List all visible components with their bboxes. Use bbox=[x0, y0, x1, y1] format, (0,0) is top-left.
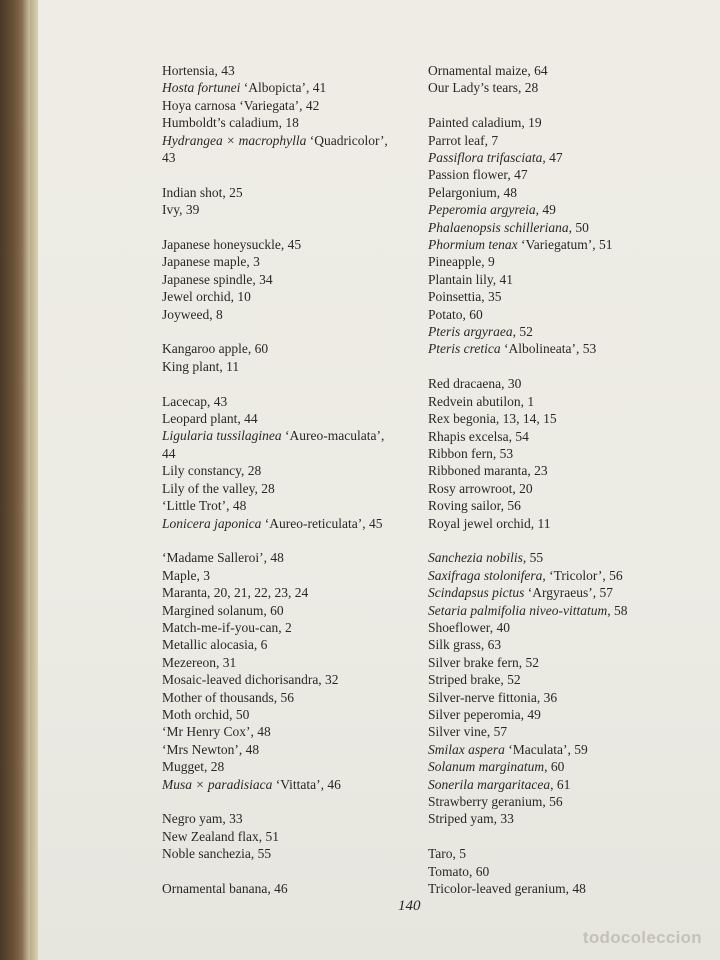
entry-latin-name: Sanchezia nobilis bbox=[428, 550, 523, 566]
entry-text: ‘Little Trot’, 48 bbox=[162, 498, 247, 514]
index-entry bbox=[428, 62, 708, 79]
index-entry bbox=[428, 236, 708, 253]
entry-text: Ribbon fern, 53 bbox=[428, 445, 514, 461]
watermark: todocoleccion bbox=[582, 928, 702, 947]
index-entry bbox=[428, 219, 708, 236]
index-entry bbox=[162, 828, 432, 845]
entry-text: King plant, 11 bbox=[162, 358, 240, 374]
index-entry bbox=[428, 567, 708, 584]
entry-text: , 61 bbox=[550, 776, 571, 792]
index-entry bbox=[428, 689, 708, 706]
entry-latin-name: Smilax aspera bbox=[428, 741, 505, 757]
index-column-right bbox=[428, 62, 708, 897]
entry-text: Royal jewel orchid, 11 bbox=[428, 515, 551, 531]
index-entry bbox=[428, 428, 708, 445]
entry-text: Mosaic-leaved dichorisandra, 32 bbox=[162, 672, 339, 688]
entry-text: 43 bbox=[162, 150, 176, 166]
entry-text: Painted caladium, 19 bbox=[428, 115, 542, 131]
index-entry bbox=[428, 445, 708, 462]
index-entry bbox=[428, 306, 708, 323]
index-entry bbox=[428, 166, 708, 183]
entry-text: ‘Albopicta’, 41 bbox=[240, 80, 327, 96]
entry-latin-name: Phalaenopsis schilleriana bbox=[428, 219, 569, 235]
entry-text: Red dracaena, 30 bbox=[428, 376, 522, 392]
entry-text: ‘Madame Salleroi’, 48 bbox=[162, 550, 284, 566]
index-entry bbox=[162, 810, 432, 827]
entry-text: Tricolor-leaved geranium, 48 bbox=[428, 881, 586, 897]
entry-text: Maranta, 20, 21, 22, 23, 24 bbox=[162, 585, 309, 601]
entry-text: Ornamental banana, 46 bbox=[162, 880, 288, 896]
entry-text: Silver-nerve fittonia, 36 bbox=[428, 689, 558, 705]
entry-latin-name: Musa × paradisiaca bbox=[162, 776, 273, 792]
index-entry bbox=[428, 741, 708, 758]
index-entry bbox=[428, 114, 708, 131]
index-entry bbox=[162, 393, 432, 410]
index-entry bbox=[428, 636, 708, 653]
entry-text: ‘Aureo-maculata’, bbox=[281, 428, 385, 444]
entry-text: Rhapis excelsa, 54 bbox=[428, 428, 529, 444]
entry-text: Humboldt’s caladium, 18 bbox=[162, 115, 299, 131]
index-entry bbox=[428, 132, 708, 149]
index-column-left bbox=[162, 62, 432, 897]
index-entry bbox=[162, 584, 432, 601]
entry-latin-name: Sonerila margaritacea bbox=[428, 776, 551, 792]
entry-text: Noble sanchezia, 55 bbox=[162, 846, 272, 862]
entry-text: , 47 bbox=[542, 150, 563, 166]
index-entry bbox=[428, 584, 708, 601]
entry-text: ‘Albolineata’, 53 bbox=[500, 341, 597, 357]
entry-text: Tomato, 60 bbox=[428, 863, 490, 879]
index-entry bbox=[428, 863, 708, 880]
index-entry bbox=[162, 97, 432, 114]
entry-text: ‘Argyraeus’, 57 bbox=[524, 585, 613, 601]
entry-text: Jewel orchid, 10 bbox=[162, 289, 251, 305]
entry-text: Silver peperomia, 49 bbox=[428, 706, 541, 722]
entry-text: ‘Mr Henry Cox’, 48 bbox=[162, 724, 271, 740]
entry-latin-name: Lonicera japonica bbox=[162, 515, 262, 531]
index-entry bbox=[162, 619, 432, 636]
index-entry bbox=[162, 410, 432, 427]
page-edge bbox=[30, 0, 38, 960]
entry-text: Parrot leaf, 7 bbox=[428, 132, 499, 148]
entry-text: Japanese maple, 3 bbox=[162, 254, 260, 270]
entry-spacer bbox=[162, 219, 432, 236]
entry-text: Moth orchid, 50 bbox=[162, 706, 250, 722]
entry-text: , 50 bbox=[568, 219, 589, 235]
index-entry bbox=[162, 288, 432, 305]
index-entry bbox=[162, 306, 432, 323]
index-entry bbox=[162, 845, 432, 862]
entry-text: ‘Vittata’, 46 bbox=[272, 776, 341, 792]
entry-latin-name: Pteris argyraea bbox=[428, 324, 513, 340]
entry-text: ‘Variegatum’, 51 bbox=[517, 237, 613, 253]
entry-text: Margined solanum, 60 bbox=[162, 602, 284, 618]
entry-text: Match-me-if-you-can, 2 bbox=[162, 619, 292, 635]
index-entry bbox=[428, 271, 708, 288]
index-entry bbox=[162, 427, 432, 444]
index-entry bbox=[162, 549, 432, 566]
index-entry bbox=[428, 845, 708, 862]
entry-text: Joyweed, 8 bbox=[162, 306, 223, 322]
index-entry bbox=[162, 497, 432, 514]
entry-text: Lily of the valley, 28 bbox=[162, 480, 275, 496]
entry-latin-name: Hosta fortunei bbox=[162, 80, 241, 96]
entry-text: 44 bbox=[162, 445, 176, 461]
entry-text: Pineapple, 9 bbox=[428, 254, 495, 270]
entry-text: Hortensia, 43 bbox=[162, 63, 235, 78]
entry-latin-name: Scindapsus pictus bbox=[428, 585, 525, 601]
entry-text: Maple, 3 bbox=[162, 567, 210, 583]
entry-text: Indian shot, 25 bbox=[162, 184, 243, 200]
entry-text: , 52 bbox=[512, 324, 533, 340]
index-entry bbox=[162, 636, 432, 653]
index-entry bbox=[162, 480, 432, 497]
index-entry bbox=[428, 323, 708, 340]
entry-spacer bbox=[428, 828, 708, 845]
entry-text: Negro yam, 33 bbox=[162, 811, 243, 827]
index-entry bbox=[162, 758, 432, 775]
index-entry bbox=[428, 497, 708, 514]
index-entry bbox=[428, 410, 708, 427]
index-entry bbox=[428, 706, 708, 723]
index-entry bbox=[162, 271, 432, 288]
index-entry bbox=[162, 201, 432, 218]
index-entry bbox=[162, 184, 432, 201]
entry-text: Plantain lily, 41 bbox=[428, 271, 513, 287]
entry-latin-name: Passiflora trifasciata bbox=[428, 150, 543, 166]
entry-text: New Zealand flax, 51 bbox=[162, 828, 279, 844]
index-entry bbox=[162, 776, 432, 793]
index-entry bbox=[162, 149, 432, 166]
index-entry bbox=[428, 793, 708, 810]
entry-text: Poinsettia, 35 bbox=[428, 289, 502, 305]
index-entry bbox=[162, 602, 432, 619]
entry-latin-name: Hydrangea × macrophylla bbox=[162, 132, 307, 148]
entry-text: Rosy arrowroot, 20 bbox=[428, 480, 533, 496]
index-entry bbox=[162, 880, 432, 897]
index-entry bbox=[428, 79, 708, 96]
entry-text: Kangaroo apple, 60 bbox=[162, 341, 269, 357]
entry-text: Redvein abutilon, 1 bbox=[428, 393, 535, 409]
entry-spacer bbox=[162, 863, 432, 880]
entry-text: Lacecap, 43 bbox=[162, 393, 228, 409]
index-entry bbox=[162, 723, 432, 740]
entry-text: Mugget, 28 bbox=[162, 759, 225, 775]
index-entry bbox=[428, 149, 708, 166]
index-entry bbox=[428, 393, 708, 410]
entry-text: Ivy, 39 bbox=[162, 202, 200, 218]
entry-text: Ribboned maranta, 23 bbox=[428, 463, 548, 479]
entry-text: , 49 bbox=[535, 202, 556, 218]
entry-text: , 55 bbox=[522, 550, 544, 566]
entry-text: Striped yam, 33 bbox=[428, 811, 514, 827]
index-page bbox=[38, 0, 720, 960]
index-entry bbox=[428, 201, 708, 218]
entry-text: , 60 bbox=[544, 759, 565, 775]
entry-text: ‘Aureo-reticulata’, 45 bbox=[261, 515, 383, 531]
entry-text: Leopard plant, 44 bbox=[162, 411, 258, 427]
index-entry bbox=[428, 184, 708, 201]
index-entry bbox=[162, 671, 432, 688]
index-entry bbox=[162, 689, 432, 706]
entry-text: Ornamental maize, 64 bbox=[428, 63, 548, 78]
index-entry bbox=[162, 236, 432, 253]
entry-text: Silver vine, 57 bbox=[428, 724, 508, 740]
index-entry bbox=[428, 758, 708, 775]
index-entry bbox=[162, 114, 432, 131]
entry-text: Japanese honeysuckle, 45 bbox=[162, 237, 302, 253]
index-entry bbox=[428, 288, 708, 305]
index-entry bbox=[162, 462, 432, 479]
index-entry bbox=[428, 602, 708, 619]
index-entry bbox=[428, 723, 708, 740]
index-entry bbox=[428, 340, 708, 357]
entry-spacer bbox=[162, 323, 432, 340]
index-entry bbox=[428, 515, 708, 532]
entry-text: Japanese spindle, 34 bbox=[162, 271, 273, 287]
index-entry bbox=[162, 340, 432, 357]
entry-spacer bbox=[162, 166, 432, 183]
entry-text: Passion flower, 47 bbox=[428, 167, 528, 183]
entry-latin-name: Setaria palmifolia niveo-vittatum bbox=[428, 602, 608, 618]
entry-text: Our Lady’s tears, 28 bbox=[428, 80, 539, 96]
index-entry bbox=[428, 654, 708, 671]
entry-text: Lily constancy, 28 bbox=[162, 463, 262, 479]
entry-text: Mezereon, 31 bbox=[162, 654, 237, 670]
entry-text: Hoya carnosa ‘Variegata’, 42 bbox=[162, 97, 320, 113]
index-entry bbox=[428, 880, 708, 897]
index-entry bbox=[162, 79, 432, 96]
entry-text: ‘Quadricolor’, bbox=[306, 132, 388, 148]
entry-spacer bbox=[162, 793, 432, 810]
index-entry bbox=[162, 358, 432, 375]
index-entry bbox=[162, 515, 432, 532]
entry-latin-name: Phormium tenax bbox=[428, 237, 518, 253]
entry-text: ‘Maculata’, 59 bbox=[504, 741, 588, 757]
index-entry bbox=[162, 62, 432, 79]
entry-text: Roving sailor, 56 bbox=[428, 498, 521, 514]
entry-spacer bbox=[428, 532, 708, 549]
entry-text: Pelargonium, 48 bbox=[428, 184, 517, 200]
index-entry bbox=[428, 619, 708, 636]
index-entry bbox=[162, 445, 432, 462]
index-entry bbox=[162, 654, 432, 671]
entry-text: , 58 bbox=[607, 602, 628, 618]
entry-text: ‘Mrs Newton’, 48 bbox=[162, 741, 260, 757]
index-entry bbox=[428, 549, 708, 566]
entry-text: Mother of thousands, 56 bbox=[162, 689, 294, 705]
entry-text: Silk grass, 63 bbox=[428, 637, 502, 653]
entry-text: Striped brake, 52 bbox=[428, 672, 521, 688]
index-entry bbox=[162, 706, 432, 723]
entry-text: Rex begonia, 13, 14, 15 bbox=[428, 411, 557, 427]
entry-text: Strawberry geranium, 56 bbox=[428, 794, 563, 810]
entry-spacer bbox=[428, 97, 708, 114]
index-entry bbox=[162, 741, 432, 758]
entry-text: Potato, 60 bbox=[428, 306, 483, 322]
index-entry bbox=[162, 132, 432, 149]
index-entry bbox=[428, 375, 708, 392]
entry-text: Shoeflower, 40 bbox=[428, 619, 510, 635]
entry-spacer bbox=[428, 358, 708, 375]
entry-text: , ‘Tricolor’, 56 bbox=[542, 567, 623, 583]
index-entry bbox=[162, 567, 432, 584]
index-entry bbox=[428, 776, 708, 793]
index-entry bbox=[162, 253, 432, 270]
entry-spacer bbox=[162, 375, 432, 392]
entry-text: Metallic alocasia, 6 bbox=[162, 637, 268, 653]
entry-latin-name: Ligularia tussilaginea bbox=[162, 428, 282, 444]
entry-text: Silver brake fern, 52 bbox=[428, 654, 539, 670]
entry-spacer bbox=[162, 532, 432, 549]
entry-latin-name: Pteris cretica bbox=[428, 341, 501, 357]
index-entry bbox=[428, 462, 708, 479]
index-entry bbox=[428, 671, 708, 688]
entry-latin-name: Peperomia argyreia bbox=[428, 202, 536, 218]
index-entry bbox=[428, 253, 708, 270]
index-entry bbox=[428, 480, 708, 497]
entry-latin-name: Saxifraga stolonifera bbox=[428, 567, 543, 583]
index-entry bbox=[428, 810, 708, 827]
entry-text: Taro, 5 bbox=[428, 846, 467, 862]
page-number: 140 bbox=[398, 898, 421, 914]
entry-latin-name: Solanum marginatum bbox=[428, 759, 545, 775]
